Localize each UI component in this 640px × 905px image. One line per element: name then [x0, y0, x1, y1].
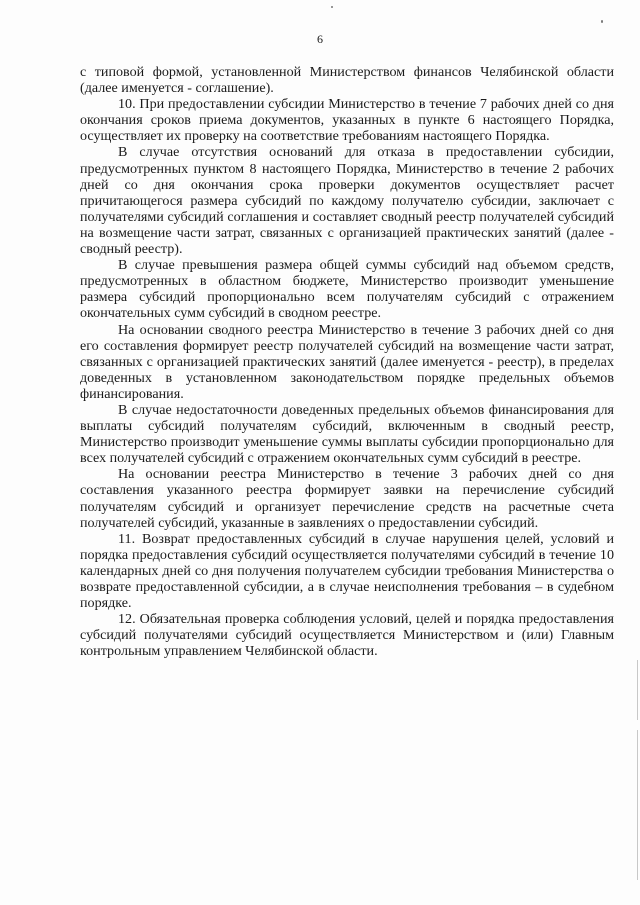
scan-edge-line [637, 730, 638, 880]
paragraph-excess-subsidies: В случае превышения размера общей суммы субсидий над объемом средств, предусмотренных в областном бюджете, Министерство производит уменьшение размера субсидий пропорционально всем получателям субсидий с отражением окончательных сумм субсидий в сводном реестре. [80, 257, 614, 322]
paragraph-clause-10: 10. При предоставлении субсидии Министерство в течение 7 рабочих дней со дня окончания сроков приема документов, указанных в пункте 6 настоящего Порядка, осуществляет их проверку на соответствие требованиям настоящего Порядка. [80, 96, 614, 145]
paragraph-clause-12: 12. Обязательная проверка соблюдения условий, целей и порядка предоставления субсидий получателями субсидий осуществляется Министерством и (или) Главным контрольным управлением Челябинской области. [80, 611, 614, 660]
paragraph-continuation: с типовой формой, установленной Министерством финансов Челябинской области (далее именуется - соглашение). [80, 64, 614, 97]
document-body [80, 64, 614, 659]
paragraph-clause-11: 11. Возврат предоставленных субсидий в случае нарушения целей, условий и порядка предоставления субсидий осуществляется получателями субсидий в течение 10 календарных дней со дня получения получателем субсидии требования Министерства о возврате предоставленной субсидии, а в случае неисполнения требования – в судебном порядке. [80, 530, 614, 612]
paragraph-no-refusal-grounds: В случае отсутствия оснований для отказа в предоставлении субсидии, предусмотренных пунктом 8 настоящего Порядка, Министерство в течение 2 рабочих дней со дня окончания срока проверки документов осуществляет расчет причитающегося размера субсидий по каждому получателю субсидии, заключает с получателями субсидий соглашения и составляет сводный реестр получателей субсидий на возмещение части затрат, связанных с организацией практических занятий (далее - сводный реестр). [80, 144, 614, 258]
scan-speck [331, 6, 333, 8]
page-number: 6 [317, 32, 323, 46]
scan-edge-line [637, 660, 638, 720]
scan-speck [601, 20, 603, 23]
paragraph-transfer-requests: На основании реестра Министерство в течение 3 рабочих дней со дня составления указанного реестра формирует заявки на перечисление субсидий получателям субсидий и организует перечисление средств на расчетные счета получателей субсидий, указанные в заявлениях о предоставлении субсидий. [80, 466, 614, 531]
paragraph-insufficient-funding: В случае недостаточности доведенных предельных объемов финансирования для выплаты субсидий получателям субсидий, включенным в сводный реестр, Министерство производит уменьшение суммы выплаты субсидии пропорционально для всех получателей субсидий с отражением окончательных сумм субсидий в реестре. [80, 401, 614, 467]
paragraph-registry-formation: На основании сводного реестра Министерство в течение 3 рабочих дней со дня его составления формирует реестр получателей субсидий на возмещение части затрат, связанных с организацией практических занятий (далее именуется - реестр), в пределах доведенных в установленном законодательством порядке предельных объемов финансирования. [80, 321, 614, 402]
